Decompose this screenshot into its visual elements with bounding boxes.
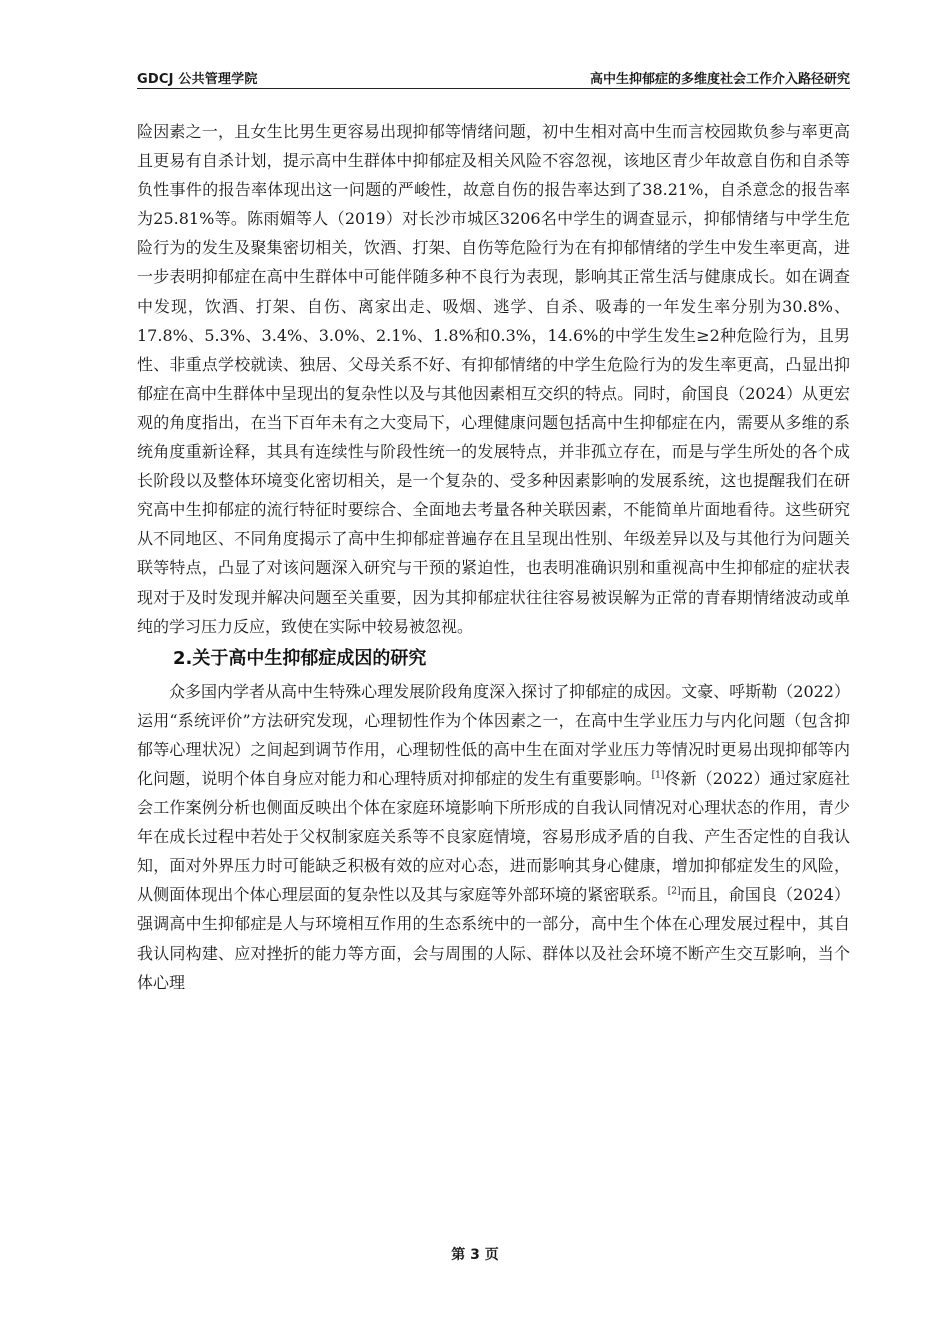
citation-2: [2] [667,887,681,898]
paragraph-2-part-c: 而且，俞国良（2024）强调高中生抑郁症是人与环境相互作用的生态系统中的一部分，高中生个体在心理发展过程中，其自我认同构建、应对挫折的能力等方面，会与周围的人际、群体以及社会环境不断产生交互影响，当个体心理 [137,885,850,992]
section-heading: 2.关于高中生抑郁症成因的研究 [173,647,427,669]
header-institution: GDCJ 公共管理学院 [137,72,258,87]
paragraph-2-part-a: 众多国内学者从高中生特殊心理发展阶段角度深入探讨了抑郁症的成因。文豪、呼斯勒（2022）运用“系统评价”方法研究发现，心理韧性作为个体因素之一，在高中生学业压力与内化问题（包含抑郁等心理状况）之间起到调节作用，心理韧性低的高中生在面对学业压力等情况时更易出现抑郁等内化问题，说明个体自身应对能力和心理特质对抑郁症的发生有重要影响。 [137,681,850,788]
paragraph-2-part-b: 佟新（2022）通过家庭社会工作案例分析也侧面反映出个体在家庭环境影响下所形成的自我认同情况对心理状态的作用，青少年在成长过程中若处于父权制家庭关系等不良家庭情境，容易形成矛盾的自我、产生否定性的自我认知，面对外界压力时可能缺乏积极有效的应对心态，进而影响其身心健康，增加抑郁症发生的风险，从侧面体现出个体心理层面的复杂性以及其与家庭等外部环境的紧密联系。 [137,768,850,905]
page-number: 第 3 页 [451,1247,499,1263]
page-body [137,117,850,997]
body-paragraph-1: 险因素之一，且女生比男生更容易出现抑郁等情绪问题，初中生相对高中生而言校园欺负参与率更高且更易有自杀计划，提示高中生群体中抑郁症及相关风险不容忽视，该地区青少年故意自伤和自杀等负性事件的报告率体现出这一问题的严峻性，故意自伤的报告率达到了38.21%，自杀意念的报告率为25.81%等。陈雨媚等人（2019）对长沙市城区3206名中学生的调查显示，抑郁情绪与中学生危险行为的发生及聚集密切相关，饮酒、打架、自伤等危险行为在有抑郁情绪的学生中发生率更高，进一步表明抑郁症在高中生群体中可能伴随多种不良行为表现，影响其正常生活与健康成长。如在调查中发现，饮酒、打架、自伤、离家出走、吸烟、逃学、自杀、吸毒的一年发生率分别为30.8%、17.8%、5.3%、3.4%、3.0%、2.1%、1.8%和0.3%，14.6%的中学生发生≥2种危险行为，且男性、非重点学校就读、独居、父母关系不好、有抑郁情绪的中学生危险行为的发生率更高，凸显出抑郁症在高中生群体中呈现出的复杂性以及与其他因素相互交织的特点。同时，俞国良（2024）从更宏观的角度指出，在当下百年未有之大变局下，心理健康问题包括高中生抑郁症在内，需要从多维的系统角度重新诠释，其具有连续性与阶段性统一的发展特点，并非孤立存在，而是与学生所处的各个成长阶段以及整体环境变化密切相关，是一个复杂的、受多种因素影响的发展系统，这也提醒我们在研究高中生抑郁症的流行特征时要综合、全面地去考量各种关联因素，不能简单片面地看待。这些研究从不同地区、不同角度揭示了高中生抑郁症普遍存在且呈现出性别、年级差异以及与其他行为问题关联等特点，凸显了对该问题深入研究与干预的紧迫性，也表明准确识别和重视高中生抑郁症的症状表现对于及时发现并解决问题至关重要，因为其抑郁症状往往容易被误解为正常的青春期情绪波动或单纯的学习压力反应，致使在实际中较易被忽视。 [137,122,850,636]
citation-1: [1] [651,770,665,781]
page-header [137,66,850,89]
body-paragraph-2 [137,677,850,997]
header-paper-title: 高中生抑郁症的多维度社会工作介入路径研究 [589,72,850,87]
